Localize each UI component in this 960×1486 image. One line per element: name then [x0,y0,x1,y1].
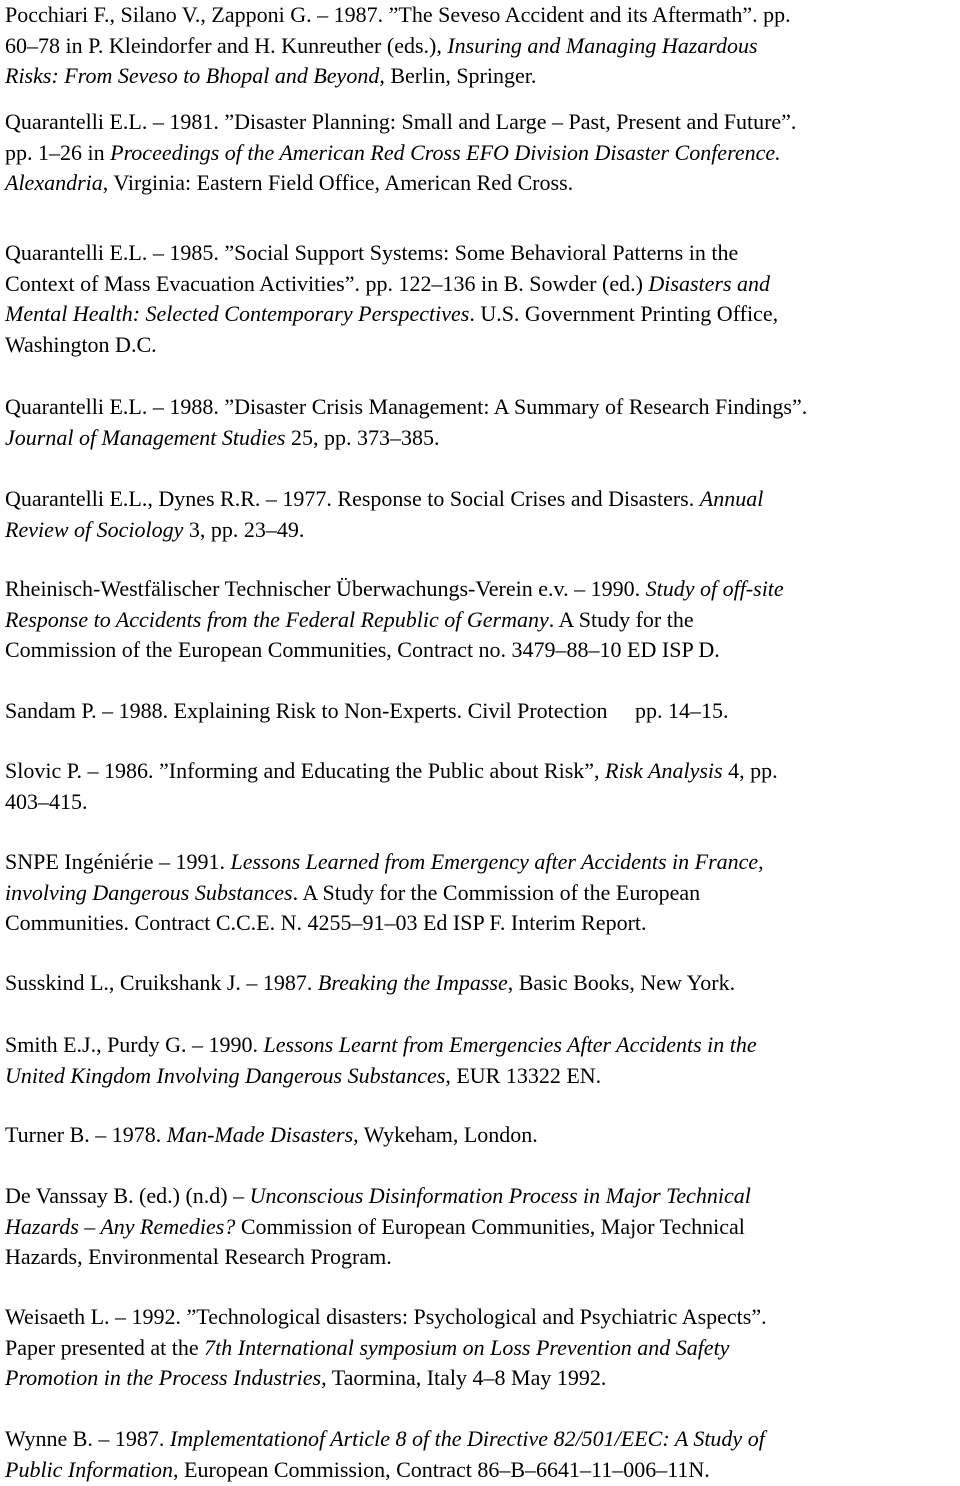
italic-text: Lessons Learned from Emergency after Accidents in France, [230,849,764,874]
reference-line [5,1363,955,1394]
reference-line [5,1302,955,1333]
reference-line [5,1333,955,1364]
text-segment: , Basic Books, New York. [507,970,736,995]
reference-entry [5,392,955,453]
text-segment: Weisaeth L. – 1992. ”Technological disasters: Psychological and Psychiatric Aspects”. [5,1304,767,1329]
text-segment: Paper presented at the [5,1334,205,1360]
italic-text: United Kingdom Involving Dangerous Substances [5,1062,446,1088]
reference-line [5,635,955,666]
text-segment: pp. 1–26 in [5,139,111,165]
italic-text: 7th International symposium on Loss Prevention and Safety [204,1334,730,1360]
italic-text: Annual [699,486,764,511]
reference-line [5,878,955,909]
reference-line [5,696,955,727]
reference-line [5,238,955,269]
text-segment: De Vanssay B. (ed.) (n.d) – [5,1183,250,1208]
italic-text: Alexandria [5,170,103,195]
text-segment: Quarantelli E.L., Dynes R.R. – 1977. Response to Social Crises and Disasters. [5,486,700,511]
italic-text: Promotion in the Process Industries [5,1365,322,1390]
reference-line [5,515,955,546]
reference-line [5,31,955,62]
text-segment: , Virginia: Eastern Field Office, American Red Cross. [102,170,574,195]
text-segment: . A Study for the Commission of the European [292,879,701,905]
italic-text: Hazards – Any Remedies? [5,1213,236,1239]
text-segment: , European Commission, Contract 86–B–6641–11–006–11N. [173,1456,710,1482]
reference-line [5,61,955,92]
text-segment: . A Study for the [548,606,694,632]
reference-line [5,423,955,454]
italic-text: Insuring and Managing Hazardous [447,32,758,58]
reference-line [5,392,955,423]
reference-line [5,968,955,999]
text-segment: Turner B. – 1978. [5,1122,167,1147]
text-segment: 3, pp. 23–49. [183,516,305,542]
italic-text: Implementationof Article 8 of the Directive 82/501/EEC: A Study of [169,1426,765,1451]
text-segment: Smith E.J., Purdy G. – 1990. [5,1032,264,1057]
italic-text: Breaking the Impasse [317,970,508,995]
reference-entry [5,968,955,999]
text-segment: , Wykeham, London. [353,1122,538,1147]
reference-line [5,1424,955,1455]
reference-line [5,847,955,878]
italic-text: Lessons Learnt from Emergencies After Accidents in the [263,1032,757,1057]
italic-text: Risks: From Seveso to Bhopal and Beyond [5,63,380,88]
reference-line [5,1242,955,1273]
text-segment: Quarantelli E.L. – 1985. ”Social Support Systems: Some Behavioral Patterns in the [5,240,739,265]
reference-line [5,168,955,199]
text-segment: Pocchiari F., Silano V., Zapponi G. – 1987. ”The Seveso Accident and its Aftermath”. pp. [5,2,791,27]
reference-entry [5,574,955,666]
text-segment: Context of Mass Evacuation Activities”. pp. 122–136 in B. Sowder (ed.) [5,270,649,296]
reference-line [5,1061,955,1092]
reference-line [5,330,955,361]
reference-entry [5,238,955,360]
reference-line [5,605,955,636]
reference-entry [5,756,955,817]
reference-entry [5,1302,955,1394]
reference-line [5,107,955,138]
reference-line [5,756,955,787]
italic-text: Mental Health: Selected Contemporary Perspectives [5,301,470,326]
italic-text: Man-Made Disasters [166,1122,354,1147]
italic-text: Unconscious Disinformation Process in Major Technical [249,1183,751,1208]
reference-entry [5,1120,955,1151]
text-segment: , EUR 13322 EN. [445,1062,602,1088]
italic-text: Review of Sociology [5,516,184,542]
reference-entry [5,0,955,92]
text-segment: Communities. Contract C.C.E. N. 4255–91–03 Ed ISP F. Interim Report. [5,910,647,935]
italic-text: involving Dangerous Substances [5,879,293,905]
reference-line [5,1212,955,1243]
text-segment: 403–415. [5,788,88,814]
text-segment: Susskind L., Cruikshank J. – 1987. [5,970,318,995]
text-segment: , Berlin, Springer. [379,63,537,88]
italic-text: Response to Accidents from the Federal Republic of Germany [5,606,549,632]
text-segment: 60–78 in P. Kleindorfer and H. Kunreuther (eds.), [5,32,448,58]
italic-text: Risk Analysis [605,758,723,783]
reference-line [5,0,955,31]
italic-text: Proceedings of the American Red Cross EFO Division Disaster Conference. [110,139,781,165]
text-segment: . U.S. Government Printing Office, [469,301,779,326]
reference-line [5,1181,955,1212]
reference-entry [5,1181,955,1273]
reference-line [5,484,955,515]
text-segment: Hazards, Environmental Research Program. [5,1244,392,1269]
reference-line [5,1030,955,1061]
text-segment: Washington D.C. [5,331,157,357]
reference-line [5,908,955,939]
reference-entry [5,484,955,545]
text-segment: 4, pp. [722,758,778,783]
italic-text: Study of off-site [645,576,784,601]
italic-text: Public Information [5,1456,174,1482]
reference-line [5,299,955,330]
italic-text: Journal of Management Studies [5,424,286,450]
reference-line [5,138,955,169]
text-segment: Commission of the European Communities, Contract no. 3479–88–10 ED ISP D. [5,637,720,662]
text-segment: Quarantelli E.L. – 1988. ”Disaster Crisis Management: A Summary of Research Findings”. [5,394,808,419]
text-segment: Sandam P. – 1988. Explaining Risk to Non-Experts. Civil Protection pp. 14–15. [5,698,729,723]
text-segment: SNPE Ingéniérie – 1991. [5,849,231,874]
text-segment: Wynne B. – 1987. [5,1426,170,1451]
italic-text: Disasters and [648,270,771,296]
text-segment: Slovic P. – 1986. ”Informing and Educating the Public about Risk”, [5,758,606,783]
text-segment: Rheinisch-Westfälischer Technischer Überwachungs-Verein e.v. – 1990. [5,576,646,601]
text-segment: 25, pp. 373–385. [285,424,440,450]
text-segment: , Taormina, Italy 4–8 May 1992. [321,1365,607,1390]
reference-line [5,1120,955,1151]
text-segment: Quarantelli E.L. – 1981. ”Disaster Planning: Small and Large – Past, Present and Future”. [5,109,797,134]
text-segment: Commission of European Communities, Major Technical [235,1213,745,1239]
reference-line [5,1455,955,1486]
reference-line [5,787,955,818]
reference-entry [5,107,955,199]
reference-line [5,574,955,605]
reference-entry [5,1424,955,1485]
reference-line [5,269,955,300]
reference-entry [5,1030,955,1091]
reference-entry [5,696,955,727]
reference-entry [5,847,955,939]
